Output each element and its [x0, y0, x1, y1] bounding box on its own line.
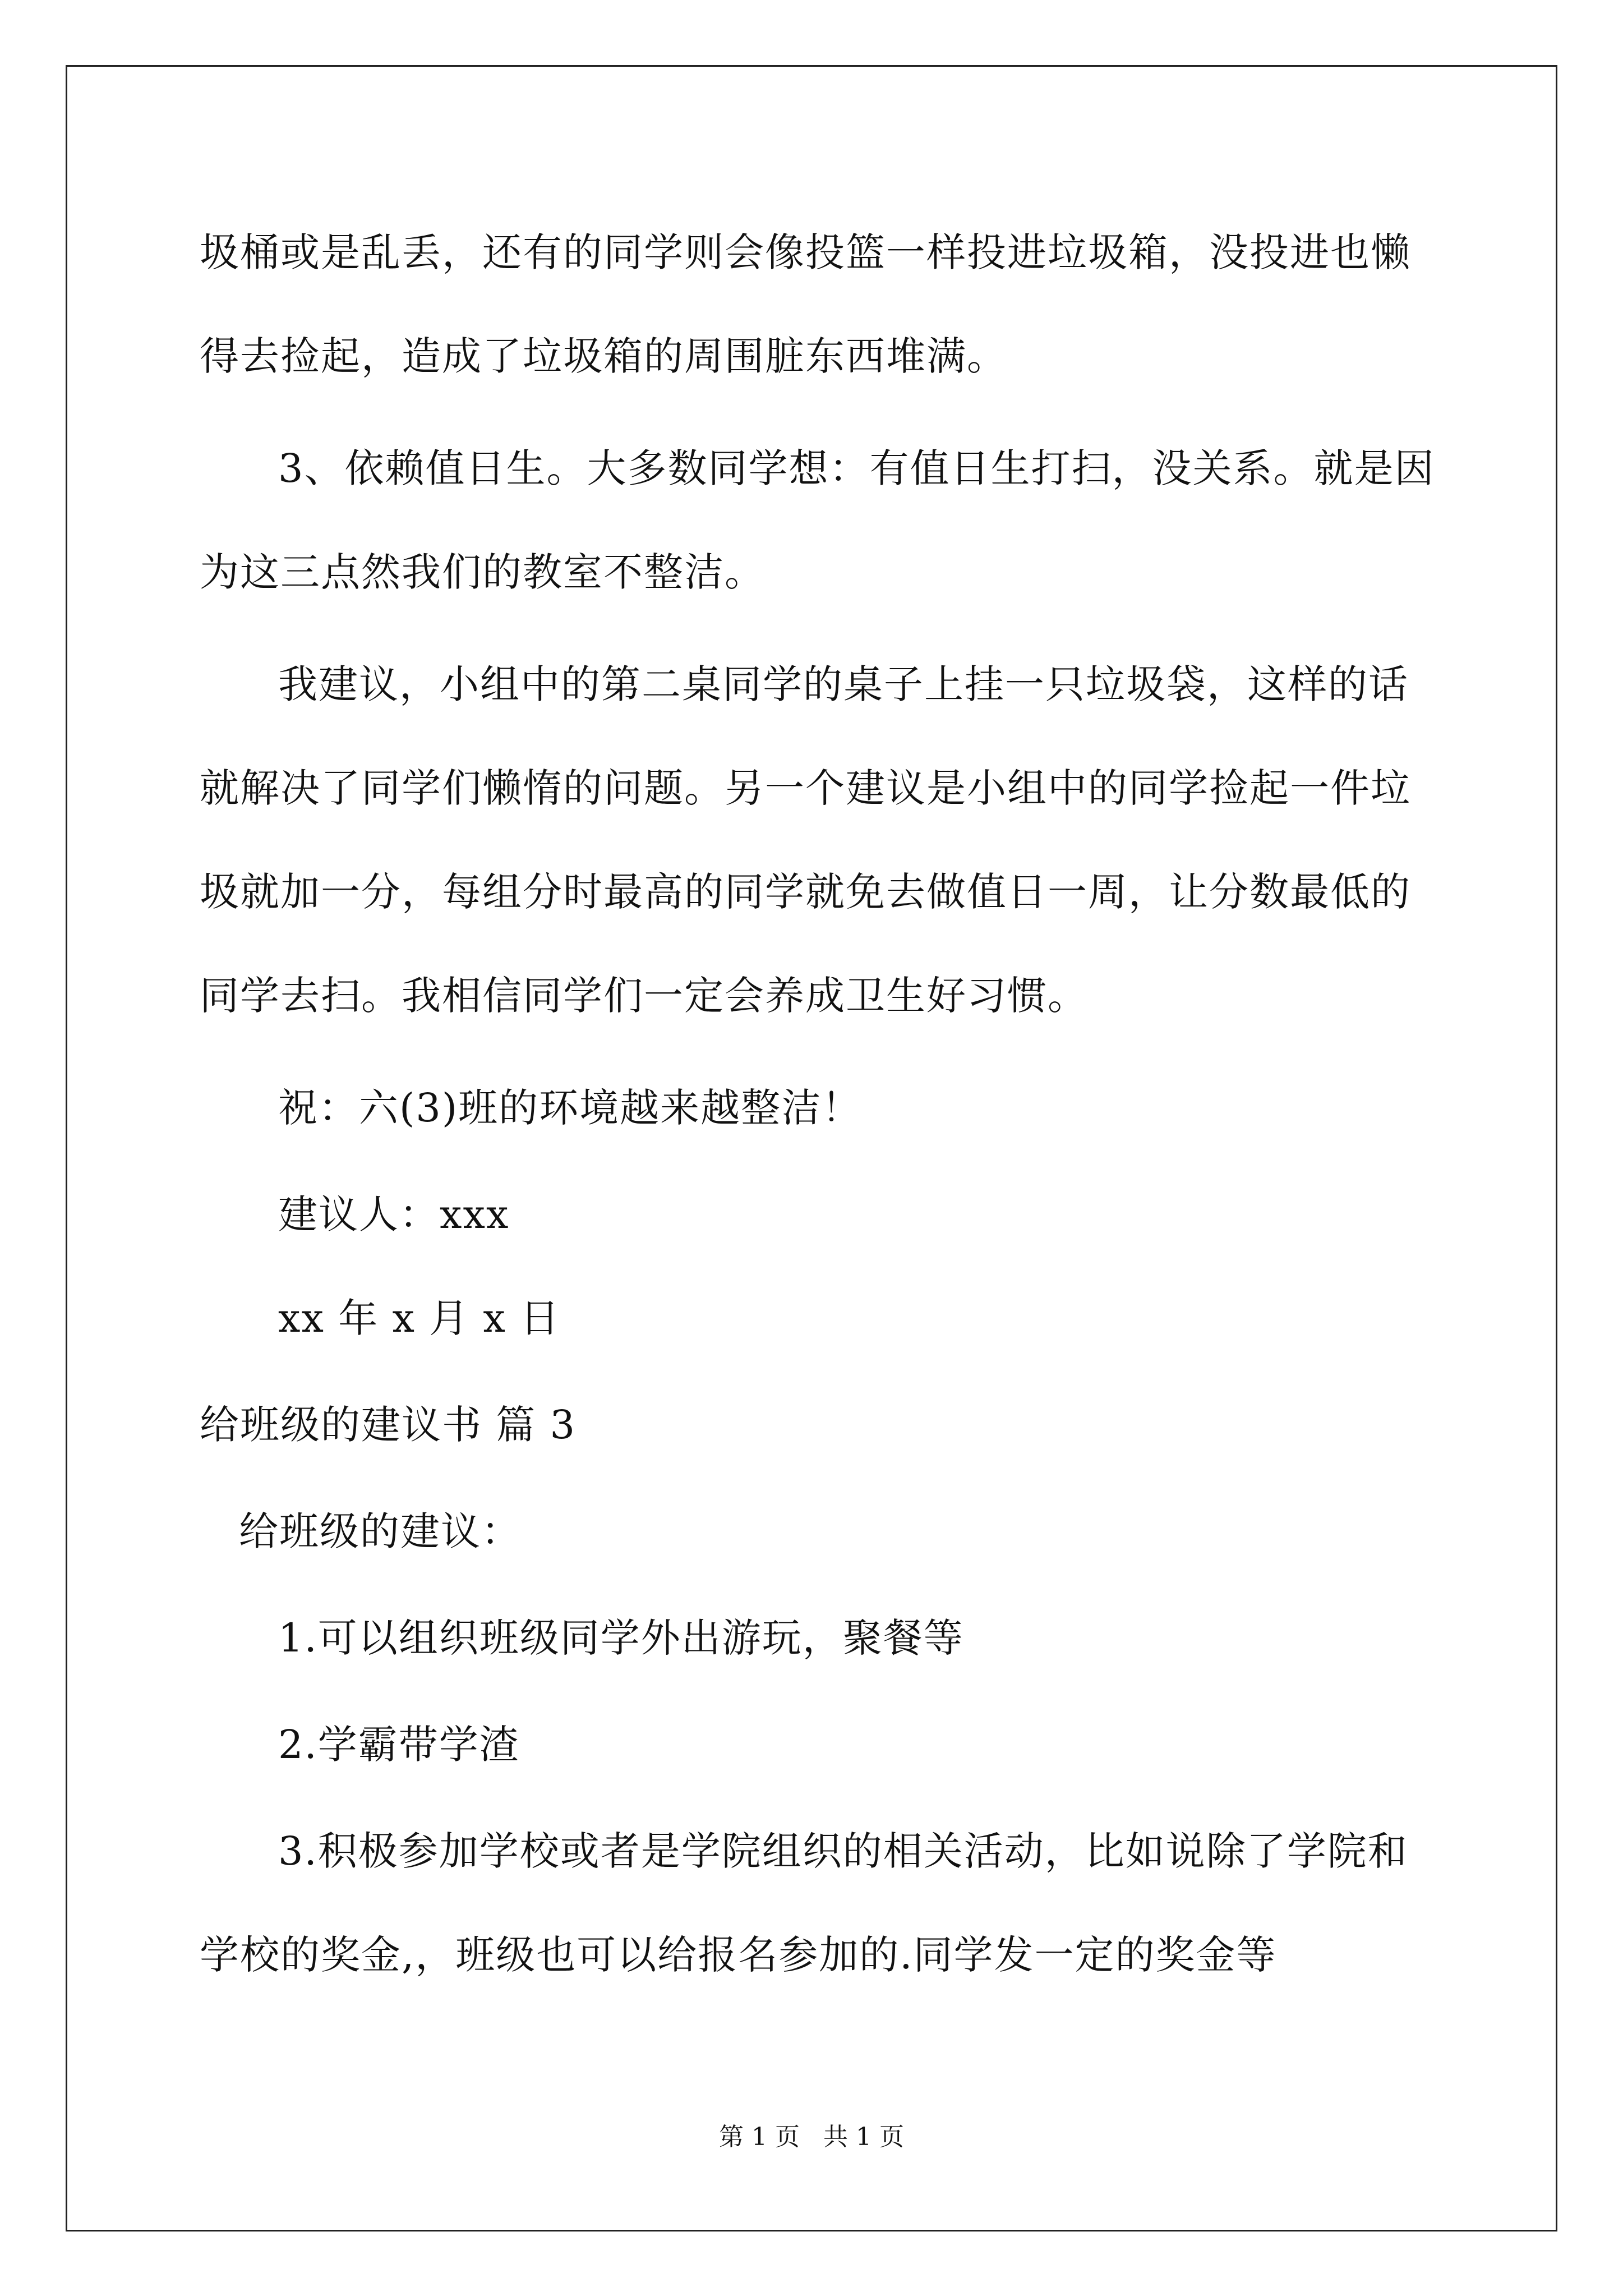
paragraph-line: 同学去扫。我相信同学们一定会养成卫生好习惯。 — [200, 973, 1088, 1019]
section-heading: 给班级的建议书 篇 3 — [200, 1402, 577, 1448]
paragraph-line: 为这三点然我们的教室不整洁。 — [200, 549, 765, 595]
signature-name: 建议人：xxx — [278, 1191, 510, 1237]
paragraph-line: 得去捡起，造成了垃圾箱的周围脏东西堆满。 — [200, 333, 1007, 379]
paragraph-line: 就解决了同学们懒惰的问题。另一个建议是小组中的同学捡起一件垃 — [200, 765, 1411, 811]
section-intro: 给班级的建议： — [239, 1508, 522, 1554]
signature-date: xx 年 x 月 x 日 — [278, 1295, 561, 1341]
list-item: 2.学霸带学渣 — [278, 1722, 520, 1768]
list-item: 3.积极参加学校或者是学院组织的相关活动，比如说除了学院和 — [278, 1828, 1408, 1874]
paragraph-line: 我建议，小组中的第二桌同学的桌子上挂一只垃圾袋，这样的话 — [278, 661, 1409, 707]
closing-wish: 祝：六(3)班的环境越来越整洁！ — [278, 1085, 863, 1131]
page-border — [66, 65, 1557, 2231]
paragraph-line: 3、依赖值日生。大多数同学想：有值日生打扫，没关系。就是因 — [278, 445, 1435, 491]
list-item: 1.可以组织班级同学外出游玩，聚餐等 — [278, 1615, 964, 1661]
page-footer: 第 1 页 共 1 页 — [719, 2123, 904, 2151]
paragraph-line: 圾桶或是乱丢，还有的同学则会像投篮一样投进垃圾箱，没投进也懒 — [200, 229, 1411, 275]
list-item-continuation: 学校的奖金,，班级也可以给报名参加的.同学发一定的奖金等 — [200, 1932, 1277, 1978]
paragraph-line: 圾就加一分，每组分时最高的同学就免去做值日一周，让分数最低的 — [200, 869, 1411, 915]
